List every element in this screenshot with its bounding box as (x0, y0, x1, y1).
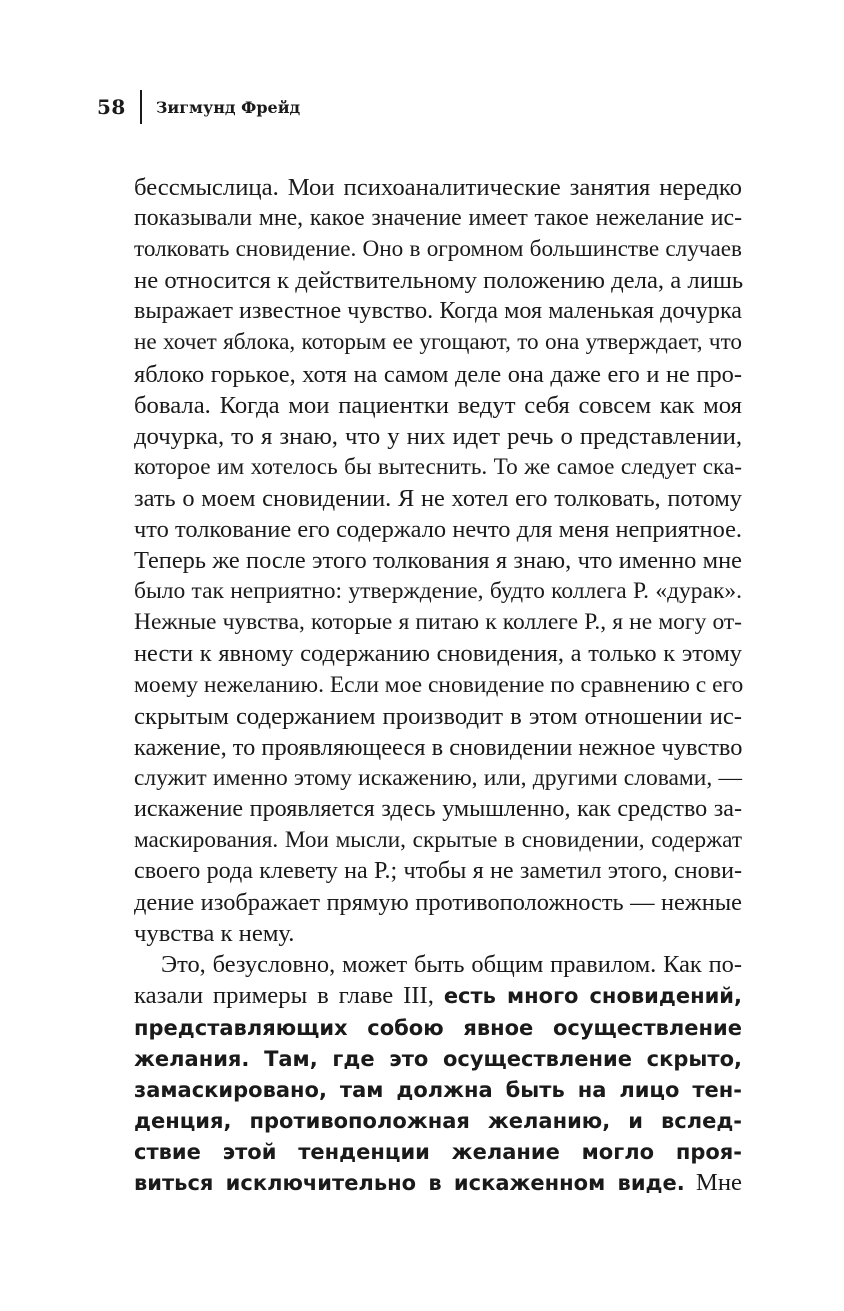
text-line (134, 1074, 742, 1105)
text-line: Теперь же после этого толкования я знаю, что именно мне (134, 547, 742, 575)
body-text (134, 172, 742, 1198)
text-line (134, 1136, 742, 1167)
text-line (134, 1105, 742, 1136)
text-line: скрытым содержанием производит в этом отношении ис- (134, 702, 742, 730)
text-line: толковать сновидение. Оно в огромном большинстве случаев (134, 236, 742, 263)
text-line: которое им хотелось бы вытеснить. То же самое следует ска- (134, 453, 742, 480)
text-line: искажение проявляется здесь умышленно, как средство за- (134, 795, 742, 822)
bold-text: ствие этой тенденции желание могло проя- (134, 1139, 742, 1164)
text-line: своего рода клевету на Р.; чтобы я не заметил этого, снови- (134, 858, 742, 885)
bold-text: замаскировано, там должна быть на лицо тен- (134, 1077, 742, 1102)
paragraph-2 (134, 949, 742, 1198)
text-line: яблоко горькое, хотя на самом деле она даже его и не про- (134, 360, 742, 388)
paragraph-1 (134, 172, 742, 949)
bold-text: денция, противоположная желанию, и вслед- (134, 1108, 742, 1133)
text-line: не хочет яблока, которым ее угощают, то она утверждает, что (134, 329, 742, 356)
text-line: не относится к действительному положению дела, а лишь (134, 267, 744, 295)
text-line: что толкование его содержало нечто для меня неприятное. (134, 516, 742, 544)
text-line: зать о моем сновидении. Я не хотел его толковать, потому (134, 484, 742, 512)
plain-text: казали примеры в главе III, (134, 982, 444, 1010)
text-line (134, 980, 742, 1011)
text-line: моему нежеланию. Если мое сновидение по сравнению с его (134, 671, 744, 698)
text-line: кажение, то проявляющееся в сновидении нежное чувство (134, 733, 743, 761)
text-line (134, 1167, 742, 1198)
text-line: Нежные чувства, которые я питаю к коллеге Р., я не могу от- (134, 609, 742, 636)
plain-text: Мне (684, 1169, 742, 1196)
text-line: нести к явному содержанию сновидения, а только к этому (134, 640, 742, 668)
page-header (97, 90, 300, 124)
text-line: выражает известное чувство. Когда моя маленькая дочурка (134, 298, 742, 325)
bold-text: есть много сновидений, (443, 984, 742, 1009)
bold-text: виться исключительно в искаженном виде. (134, 1171, 685, 1195)
text-line: бессмыслица. Мои психоаналитические занятия нередко (134, 174, 742, 201)
text-line: бовала. Когда мои пациентки ведут себя совсем как моя (134, 391, 742, 419)
text-line: дочурка, то я знаю, что у них идет речь о представлении, (134, 422, 742, 450)
text-line (134, 1043, 742, 1074)
text-line: было так неприятно: утверждение, будто коллега Р. «дурак». (134, 578, 742, 605)
running-head-author: Зигмунд Фрейд (155, 97, 301, 117)
text-line: показывали мне, какое значение имеет такое нежелание ис- (134, 205, 742, 232)
text-line: маскирования. Мои мысли, скрытые в сновидении, содержат (134, 826, 742, 853)
text-line: Это, безусловно, может быть общим правилом. Как по- (161, 951, 742, 979)
text-line: чувства к нему. (134, 920, 295, 948)
text-line (134, 1012, 742, 1043)
header-divider (140, 90, 142, 124)
page-number: 58 (97, 95, 126, 119)
bold-text: представляющих собою явное осуществление (134, 1015, 742, 1040)
text-line: служит именно этому искажению, или, другими словами, — (134, 764, 742, 791)
text-line: дение изображает прямую противоположность — нежные (134, 889, 742, 917)
bold-text: желания. Там, где это осуществление скрыто, (134, 1046, 742, 1071)
